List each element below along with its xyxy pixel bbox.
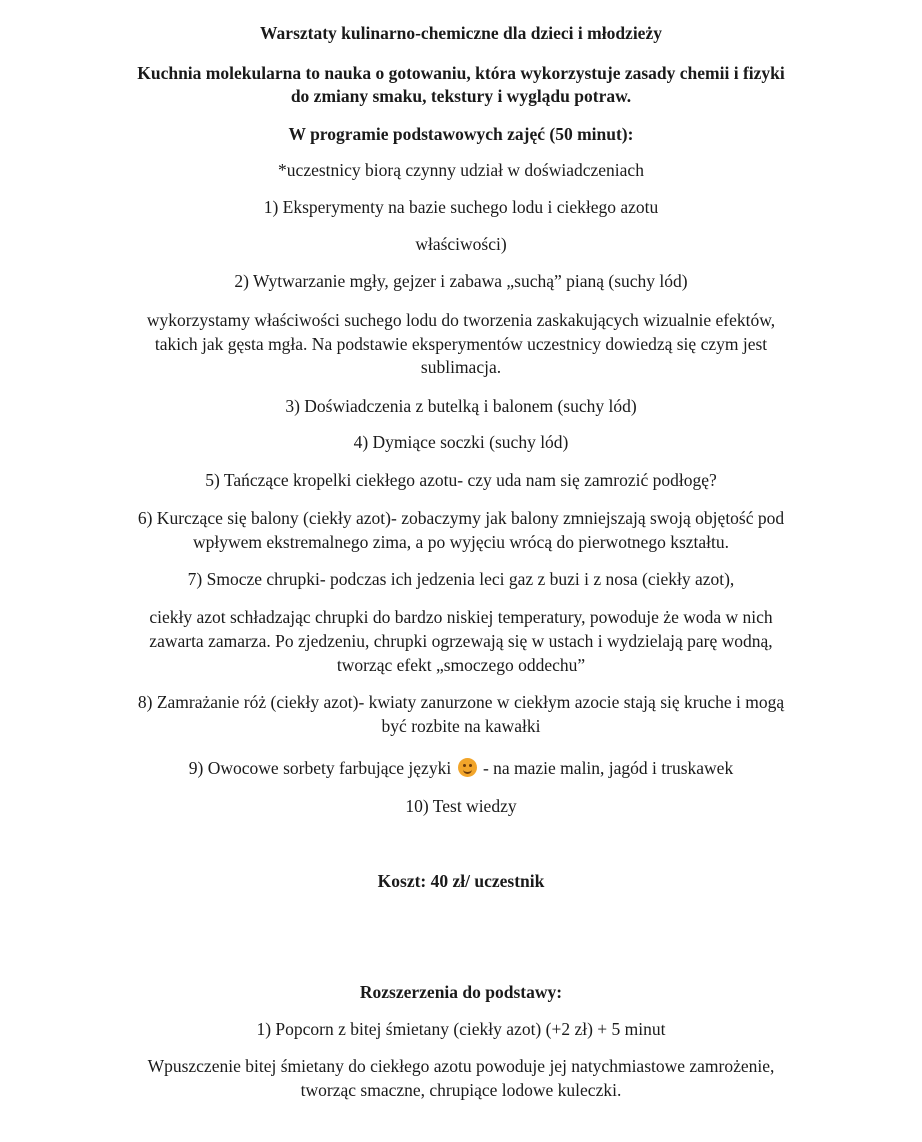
program-item-5: 5) Tańczące kropelki ciekłego azotu- czy uda nam się zamrozić podłogę? [205,470,717,490]
program-item-7-desc-2: zawarta zamarza. Po zjedzeniu, chrupki ogrzewają się w ustach i wydzielają parę wodną, [149,631,773,651]
program-item-10: 10) Test wiedzy [405,796,517,816]
program-item-1-continuation: właściwości) [415,234,507,254]
extension-item-1: 1) Popcorn z bitej śmietany (ciekły azot) (+2 zł) + 5 minut [256,1019,666,1039]
intro-line-1: Kuchnia molekularna to nauka o gotowaniu, która wykorzystuje zasady chemii i fizyki [137,63,785,83]
program-item-7-desc-1: ciekły azot schładzając chrupki do bardzo niskiej temperatury, powoduje że woda w nich [149,607,773,627]
program-item-9 [60,756,862,781]
extension-item-1-desc-1: Wpuszczenie bitej śmietany do ciekłego azotu powoduje jej natychmiastowe zamrożenie, [147,1056,775,1076]
smiling-face-icon [458,758,477,777]
program-heading: W programie podstawowych zajęć (50 minut): [288,124,634,144]
intro-line-2: do zmiany smaku, tekstury i wyglądu potraw. [290,86,632,106]
program-item-2-desc-3: sublimacja. [420,357,502,377]
program-item-3: 3) Doświadczenia z butelką i balonem (suchy lód) [285,396,637,416]
program-item-9-text-end: - na mazie malin, jagód i truskawek [478,758,734,778]
program-item-8-line-2: być rozbite na kawałki [381,716,541,736]
program-item-6-line-1: 6) Kurczące się balony (ciekły azot)- zobaczymy jak balony zmniejszają swoją objętość pod [137,508,785,528]
program-item-9-text-start: 9) Owocowe sorbety farbujące języki [188,758,456,778]
participants-note: *uczestnicy biorą czynny udział w doświadczeniach [278,160,644,180]
program-item-4: 4) Dymiące soczki (suchy lód) [353,432,569,452]
document-title: Warsztaty kulinarno-chemiczne dla dzieci i młodzieży [260,23,662,43]
program-item-6-line-2: wpływem ekstremalnego zima, a po wyjęciu wrócą do pierwotnego kształtu. [192,532,729,552]
program-item-2-desc-1: wykorzystamy właściwości suchego lodu do tworzenia zaskakujących wizualnie efektów, [146,310,776,330]
extension-item-1-desc-2: tworząc smaczne, chrupiące lodowe kuleczki. [300,1080,622,1100]
program-item-8-line-1: 8) Zamrażanie róż (ciekły azot)- kwiaty zanurzone w ciekłym azocie stają się kruche i mogą [137,692,785,712]
extensions-heading: Rozszerzenia do podstawy: [359,982,563,1002]
program-item-2: 2) Wytwarzanie mgły, gejzer i zabawa „suchą” pianą (suchy lód) [234,271,688,291]
program-item-7-desc-3: tworząc efekt „smoczego oddechu” [336,655,586,675]
program-item-2-desc-2: takich jak gęsta mgła. Na podstawie eksperymentów uczestnicy dowiedzą się czym jest [154,334,768,354]
program-item-1: 1) Eksperymenty na bazie suchego lodu i ciekłego azotu [263,197,659,217]
program-item-7: 7) Smocze chrupki- podczas ich jedzenia leci gaz z buzi i z nosa (ciekły azot), [187,569,735,589]
cost-line: Koszt: 40 zł/ uczestnik [377,871,545,891]
